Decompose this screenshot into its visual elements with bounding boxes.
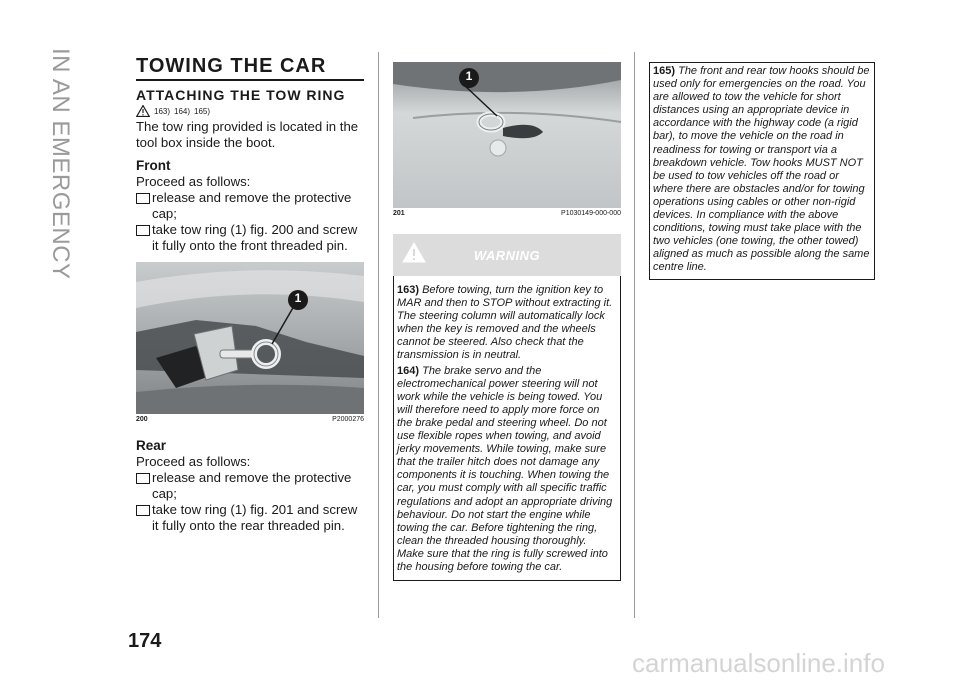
figure-number: 201 (393, 210, 405, 217)
checkbox-bullet-icon (136, 225, 150, 236)
intro-text: The tow ring provided is located in the tool box inside the boot. (136, 119, 359, 150)
title-rule (136, 79, 364, 81)
warning-number: 165) (653, 65, 676, 77)
column-divider-right (634, 52, 635, 618)
rear-step (136, 470, 364, 502)
warning-refs (136, 105, 364, 117)
section-title: TOWING THE CAR (136, 55, 327, 77)
figure-code: P1030149-000-000 (561, 210, 621, 217)
warning-text: The front and rear tow hooks should be used only for emergencies on the road. You are allowed to tow the vehicle for short distances using an appropriate device in accordance with the highway code (a rigid bar), to move the vehicle on the road in readiness for towing or transport via a breakdown vehicle. Tow hooks MUST NOT be used to tow vehicles off the road or where there are obstacles and/or for towing operations using cables or other non-rigid devices. In compliance with the above conditions, towing must take place with the two vehicles (one towing, the other towed) aligned as much as possible along the same centre line. (653, 65, 870, 274)
front-step (136, 190, 364, 222)
figure-callout-1: 1 (294, 291, 302, 305)
subsection-title: ATTACHING THE TOW RING (136, 87, 346, 103)
warning-triangle-icon (136, 105, 150, 117)
figure-200-caption (136, 416, 364, 423)
watermark: carmanualsonline.info (632, 648, 885, 678)
checkbox-bullet-icon (136, 193, 150, 204)
figure-number: 200 (136, 416, 148, 423)
front-step-text: release and remove the protective cap; (152, 190, 352, 221)
warning-continuation-box (649, 62, 875, 280)
rear-heading: Rear (136, 438, 167, 453)
warning-text: Before towing, turn the ignition key to MAR and then to STOP without extracting it. The steering column will automatically lock when the key is removed and the wheels cannot be steered. Also check that the transmission is in neutral. (397, 284, 613, 362)
front-step-text: take tow ring (1) fig. 200 and screw it fully onto the front threaded pin. (152, 222, 358, 253)
warning-ref[interactable]: 163) (154, 106, 171, 116)
figure-callout-1: 1 (465, 69, 473, 83)
rear-step-text: release and remove the protective cap; (152, 470, 352, 501)
column-3 (649, 62, 875, 280)
rear-step-text: take tow ring (1) fig. 201 and screw it fully onto the rear threaded pin. (152, 502, 358, 533)
warning-title: WARNING (473, 248, 541, 263)
warning-item (397, 365, 616, 575)
warning-number: 164) (397, 364, 420, 377)
warning-item (397, 284, 616, 363)
rear-tow-ring-photo (393, 62, 621, 208)
figure-201 (393, 62, 621, 208)
page-number: 174 (128, 630, 162, 652)
column-divider-left (378, 52, 379, 618)
warning-item (653, 65, 871, 275)
section-side-tab: IN AN EMERGENCY (47, 48, 74, 280)
figure-200 (136, 262, 364, 414)
checkbox-bullet-icon (136, 505, 150, 516)
front-heading: Front (136, 158, 171, 173)
warning-text: The brake servo and the electromechanical power steering will not work while the vehicle is being towed. You will therefore need to apply more force on the brake pedal and steering wheel. Do not use flexible ropes when towing, and avoid jerky movements. While towing, make sure that the trailer hitch does not damage any components it is touching. When towing the car, you must comply with all specific traffic regulations and adopt an appropriate driving behaviour. Do not start the engine while towing the car. Before tightening the ring, clean the threaded housing thoroughly. Make sure that the ring is fully screwed into the housing before towing the car. (397, 364, 613, 573)
rear-lead: Proceed as follows: (136, 454, 251, 469)
column-1 (136, 55, 364, 534)
warning-number: 163) (397, 284, 420, 296)
warning-header (393, 234, 621, 276)
warning-box (393, 276, 621, 581)
rear-step (136, 502, 364, 534)
front-step (136, 222, 364, 254)
warning-ref[interactable]: 164) (174, 106, 191, 116)
warning-ref[interactable]: 165) (194, 106, 211, 116)
front-tow-ring-photo (136, 262, 364, 414)
front-lead: Proceed as follows: (136, 174, 251, 189)
checkbox-bullet-icon (136, 473, 150, 484)
column-2 (393, 62, 621, 581)
figure-code: P2000276 (332, 416, 364, 423)
figure-201-caption (393, 210, 621, 217)
